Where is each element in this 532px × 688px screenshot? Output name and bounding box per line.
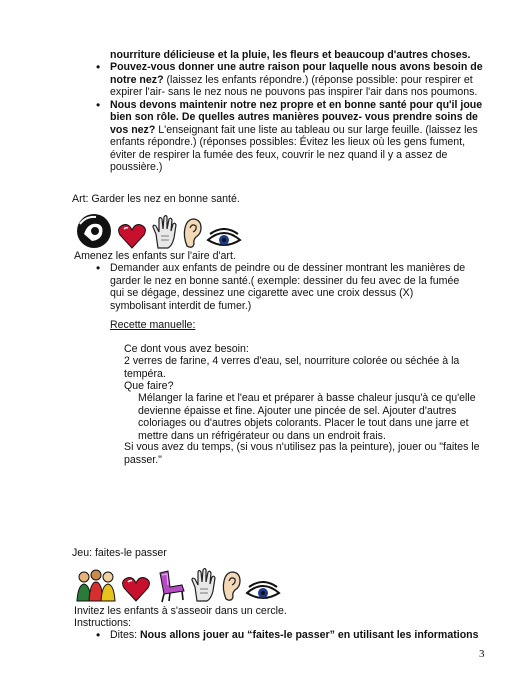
hand-icon [150,214,178,250]
intro-bullet-2 [110,99,486,174]
hand-icon [189,567,217,603]
need-text: 2 verres de farine, 4 verres d'eau, sel, nourriture colorée ou séchée à la tempéra. [124,355,460,380]
page-number: 3 [479,648,485,660]
bullet-normal-text: Dites: [110,629,141,641]
time-text: Si vous avez du temps, (si vous n'utilisez pas la peinture), jouer ou "faites le passer." [124,441,480,466]
todo-label: Que faire? [124,380,174,392]
heart-icon [121,575,151,603]
art-bullets [110,262,470,312]
game-line1: Invitez les enfants à s'asseoir dans un cercle. [74,605,287,617]
need-label: Ce dont vous avez besoin: [124,343,249,355]
ear-icon [181,216,203,250]
bullet-normal-text: (laissez les enfants répondre.) (réponse possible: pour respirer et expirer l'air- sans le nez nous ne pouvons pas inspirer l'air dans nos poumons. [110,73,478,98]
bullet-bold-text: Pouvez-vous donner une autre raison pour laquelle nous avons besoin de notre nez? [110,61,483,86]
eye-icon [245,581,281,603]
ear-icon [220,569,242,603]
group-icon [74,567,118,603]
eye-icon [206,228,242,250]
game-line2: Instructions: [74,617,132,629]
heart-icon [117,222,147,250]
game-icons [74,567,281,603]
art-icons [74,212,242,250]
recipe-title: Recette manuelle: [110,319,196,331]
intro-bullets [110,61,486,174]
game-bullets [110,629,490,642]
head-icon [74,212,114,250]
bullet-bold-text: Nous devons maintenir notre nez propre et en bonne santé pour qu'il joue bien son rôle. De quelles autres manières pouvez- vous prendre soins de vos nez? [110,98,483,136]
intro-bullet-1 [110,61,486,99]
bullet-normal-text: L'enseignant fait une liste au tableau ou sur large feuille. (laissez les enfants répondre.) (réponses possibles: Évitez les lieux où les gens fument, éviter de respirer la fumée des feux, couvrir le nez quand il y a assez de poussière.) [110,123,478,173]
chair-icon [154,569,186,603]
art-line1: Amenez les enfants sur l'aire d'art. [74,250,236,262]
todo-text: Mélanger la farine et l'eau et préparer à basse chaleur jusqu'à ce qu'elle devienne épaisse et fine. Ajouter une pincée de sel. Ajouter d'autres coloriages ou d'autres objets colorants. Placer le tout dans une jarre et mettre dans un réfrigérateur ou dans un endroit frais. [138,392,476,442]
art-bullet-1: • Demander aux enfants de peindre ou de dessiner montrant les manières de garder le nez en bonne santé.( exemple: dessiner du feu avec de la fumée qui se dégage, dessinez une cigarette avec une croix dessus (X) symbolisant interdit de fumer.) [110,262,470,312]
game-heading: Jeu: faites-le passer [72,547,167,559]
game-bullet-1 [110,629,490,642]
bullet-bold-text: Nous allons jouer au “faites-le passer” en utilisant les informations [140,629,479,641]
continued-line: nourriture délicieuse et la pluie, les fleurs et beaucoup d'autres choses. [110,49,471,61]
art-heading: Art: Garder les nez en bonne santé. [72,193,240,205]
